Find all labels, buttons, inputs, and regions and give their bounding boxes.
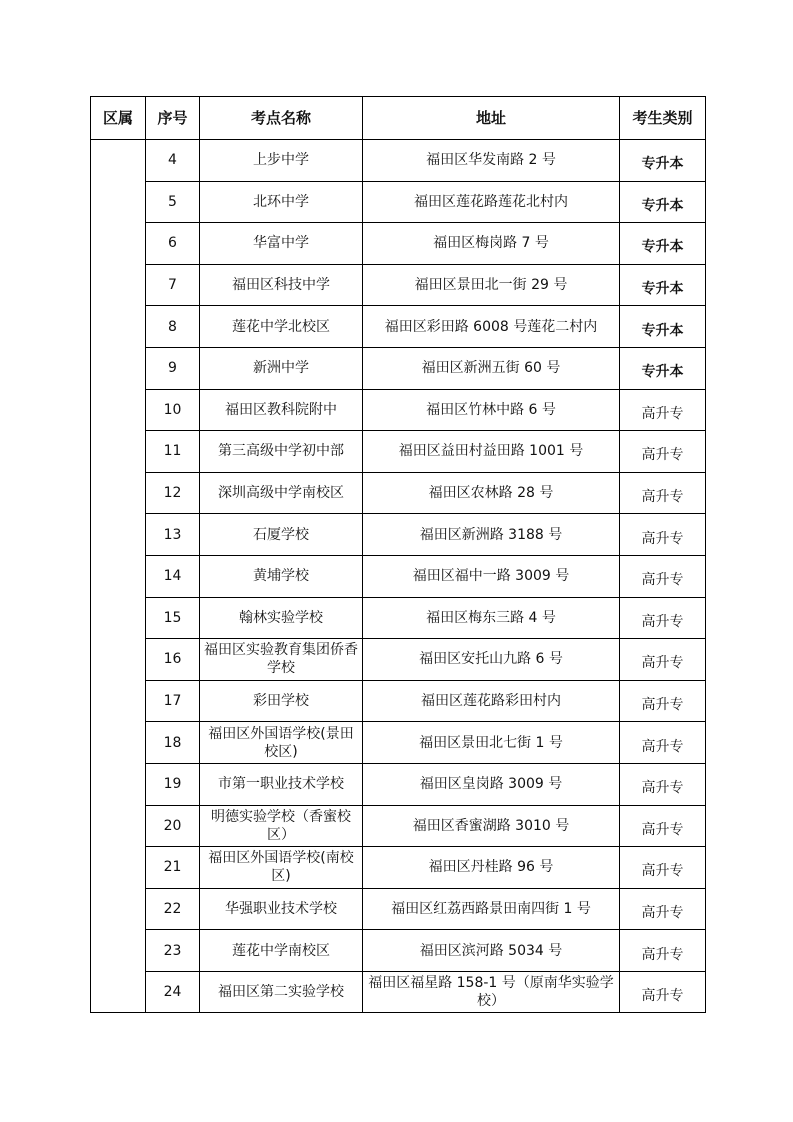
table-row — [91, 514, 706, 556]
category-cell — [620, 306, 706, 348]
seq-cell: 21 — [146, 847, 200, 889]
category-cell — [620, 431, 706, 473]
category-label: 高升专 — [641, 904, 684, 921]
seq-cell: 12 — [146, 472, 200, 514]
address-cell: 福田区益田村益田路 1001 号 — [363, 431, 620, 473]
category-label: 高升专 — [641, 572, 684, 589]
site-name-cell: 上步中学 — [200, 140, 363, 182]
table-row — [91, 264, 706, 306]
header-address: 地址 — [363, 97, 620, 140]
table-body — [91, 140, 706, 1013]
seq-cell: 11 — [146, 431, 200, 473]
site-name-cell: 华强职业技术学校 — [200, 888, 363, 930]
table-row — [91, 472, 706, 514]
category-label: 高升专 — [641, 780, 684, 797]
site-name-cell: 第三高级中学初中部 — [200, 431, 363, 473]
category-label: 高升专 — [641, 821, 684, 838]
site-name-cell: 石厦学校 — [200, 514, 363, 556]
district-cell — [91, 140, 146, 1013]
table-row — [91, 431, 706, 473]
table-header-row — [91, 97, 706, 140]
table-row — [91, 347, 706, 389]
site-name-cell: 深圳高级中学南校区 — [200, 472, 363, 514]
site-name-cell: 新洲中学 — [200, 347, 363, 389]
category-label: 专升本 — [641, 322, 684, 339]
category-cell — [620, 472, 706, 514]
address-cell: 福田区丹桂路 96 号 — [363, 847, 620, 889]
table-row — [91, 597, 706, 639]
table-row — [91, 805, 706, 847]
category-label: 专升本 — [641, 197, 684, 214]
category-cell — [620, 140, 706, 182]
address-cell: 福田区红荔西路景田南四街 1 号 — [363, 888, 620, 930]
site-name-cell: 福田区第二实验学校 — [200, 971, 363, 1013]
category-cell — [620, 639, 706, 681]
address-cell: 福田区香蜜湖路 3010 号 — [363, 805, 620, 847]
address-cell: 福田区福星路 158-1 号（原南华实验学校） — [363, 971, 620, 1013]
address-cell: 福田区华发南路 2 号 — [363, 140, 620, 182]
category-cell — [620, 597, 706, 639]
category-cell — [620, 680, 706, 722]
site-name-cell: 福田区外国语学校(南校区) — [200, 847, 363, 889]
table-row — [91, 888, 706, 930]
address-cell: 福田区新洲路 3188 号 — [363, 514, 620, 556]
category-label: 高升专 — [641, 988, 684, 1005]
address-cell: 福田区农林路 28 号 — [363, 472, 620, 514]
header-name: 考点名称 — [200, 97, 363, 140]
seq-cell: 23 — [146, 930, 200, 972]
category-label: 高升专 — [641, 697, 684, 714]
seq-cell: 13 — [146, 514, 200, 556]
site-name-cell: 黄埔学校 — [200, 555, 363, 597]
seq-cell: 24 — [146, 971, 200, 1013]
category-cell — [620, 347, 706, 389]
site-name-cell: 彩田学校 — [200, 680, 363, 722]
category-cell — [620, 555, 706, 597]
table-row — [91, 389, 706, 431]
address-cell: 福田区新洲五街 60 号 — [363, 347, 620, 389]
header-category: 考生类别 — [620, 97, 706, 140]
table-row — [91, 680, 706, 722]
exam-site-table — [90, 96, 706, 1013]
table-row — [91, 306, 706, 348]
table-row — [91, 722, 706, 764]
category-label: 专升本 — [641, 281, 684, 298]
table-row — [91, 555, 706, 597]
category-cell — [620, 514, 706, 556]
category-label: 高升专 — [641, 613, 684, 630]
address-cell: 福田区福中一路 3009 号 — [363, 555, 620, 597]
category-label: 专升本 — [641, 239, 684, 256]
category-cell — [620, 223, 706, 265]
category-cell — [620, 763, 706, 805]
seq-cell: 16 — [146, 639, 200, 681]
table-row — [91, 971, 706, 1013]
site-name-cell: 市第一职业技术学校 — [200, 763, 363, 805]
seq-cell: 19 — [146, 763, 200, 805]
address-cell: 福田区梅岗路 7 号 — [363, 223, 620, 265]
table-row — [91, 639, 706, 681]
category-cell — [620, 264, 706, 306]
category-cell — [620, 181, 706, 223]
table-row — [91, 763, 706, 805]
seq-cell: 8 — [146, 306, 200, 348]
address-cell: 福田区滨河路 5034 号 — [363, 930, 620, 972]
seq-cell: 7 — [146, 264, 200, 306]
header-seq: 序号 — [146, 97, 200, 140]
address-cell: 福田区莲花路莲花北村内 — [363, 181, 620, 223]
category-cell — [620, 805, 706, 847]
seq-cell: 14 — [146, 555, 200, 597]
address-cell: 福田区皇岗路 3009 号 — [363, 763, 620, 805]
category-cell — [620, 888, 706, 930]
category-label: 高升专 — [641, 655, 684, 672]
seq-cell: 9 — [146, 347, 200, 389]
site-name-cell: 福田区科技中学 — [200, 264, 363, 306]
address-cell: 福田区梅东三路 4 号 — [363, 597, 620, 639]
seq-cell: 17 — [146, 680, 200, 722]
seq-cell: 15 — [146, 597, 200, 639]
table-row — [91, 847, 706, 889]
category-label: 高升专 — [641, 863, 684, 880]
category-label: 高升专 — [641, 946, 684, 963]
seq-cell: 5 — [146, 181, 200, 223]
category-cell — [620, 847, 706, 889]
table-row — [91, 930, 706, 972]
address-cell: 福田区景田北七街 1 号 — [363, 722, 620, 764]
site-name-cell: 莲花中学北校区 — [200, 306, 363, 348]
seq-cell: 20 — [146, 805, 200, 847]
site-name-cell: 明德实验学校（香蜜校区） — [200, 805, 363, 847]
category-cell — [620, 722, 706, 764]
table-row — [91, 140, 706, 182]
site-name-cell: 翰林实验学校 — [200, 597, 363, 639]
seq-cell: 6 — [146, 223, 200, 265]
category-cell — [620, 930, 706, 972]
address-cell: 福田区安托山九路 6 号 — [363, 639, 620, 681]
address-cell: 福田区彩田路 6008 号莲花二村内 — [363, 306, 620, 348]
category-label: 高升专 — [641, 447, 684, 464]
site-name-cell: 北环中学 — [200, 181, 363, 223]
category-cell — [620, 971, 706, 1013]
category-label: 高升专 — [641, 738, 684, 755]
site-name-cell: 福田区教科院附中 — [200, 389, 363, 431]
site-name-cell: 华富中学 — [200, 223, 363, 265]
address-cell: 福田区莲花路彩田村内 — [363, 680, 620, 722]
seq-cell: 22 — [146, 888, 200, 930]
category-label: 专升本 — [641, 364, 684, 381]
seq-cell: 18 — [146, 722, 200, 764]
header-district: 区属 — [91, 97, 146, 140]
category-label: 专升本 — [641, 156, 684, 173]
category-label: 高升专 — [641, 405, 684, 422]
site-name-cell: 福田区外国语学校(景田校区) — [200, 722, 363, 764]
site-name-cell: 福田区实验教育集团侨香学校 — [200, 639, 363, 681]
category-label: 高升专 — [641, 489, 684, 506]
address-cell: 福田区景田北一街 29 号 — [363, 264, 620, 306]
category-label: 高升专 — [641, 530, 684, 547]
table-row — [91, 181, 706, 223]
table-row — [91, 223, 706, 265]
category-cell — [620, 389, 706, 431]
seq-cell: 4 — [146, 140, 200, 182]
seq-cell: 10 — [146, 389, 200, 431]
address-cell: 福田区竹林中路 6 号 — [363, 389, 620, 431]
site-name-cell: 莲花中学南校区 — [200, 930, 363, 972]
